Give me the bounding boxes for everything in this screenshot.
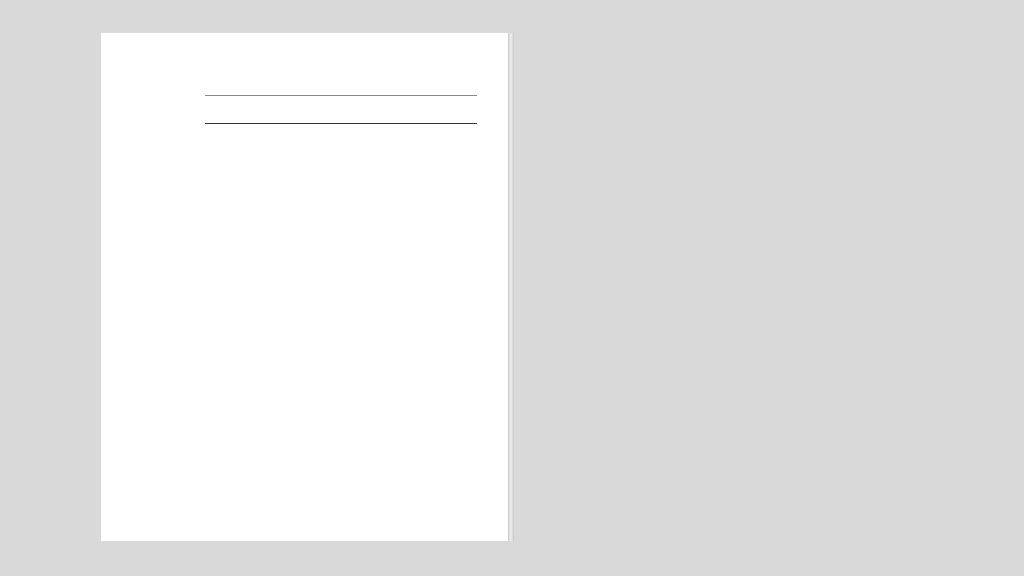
book-spine [508, 33, 514, 541]
left-page [101, 33, 508, 541]
